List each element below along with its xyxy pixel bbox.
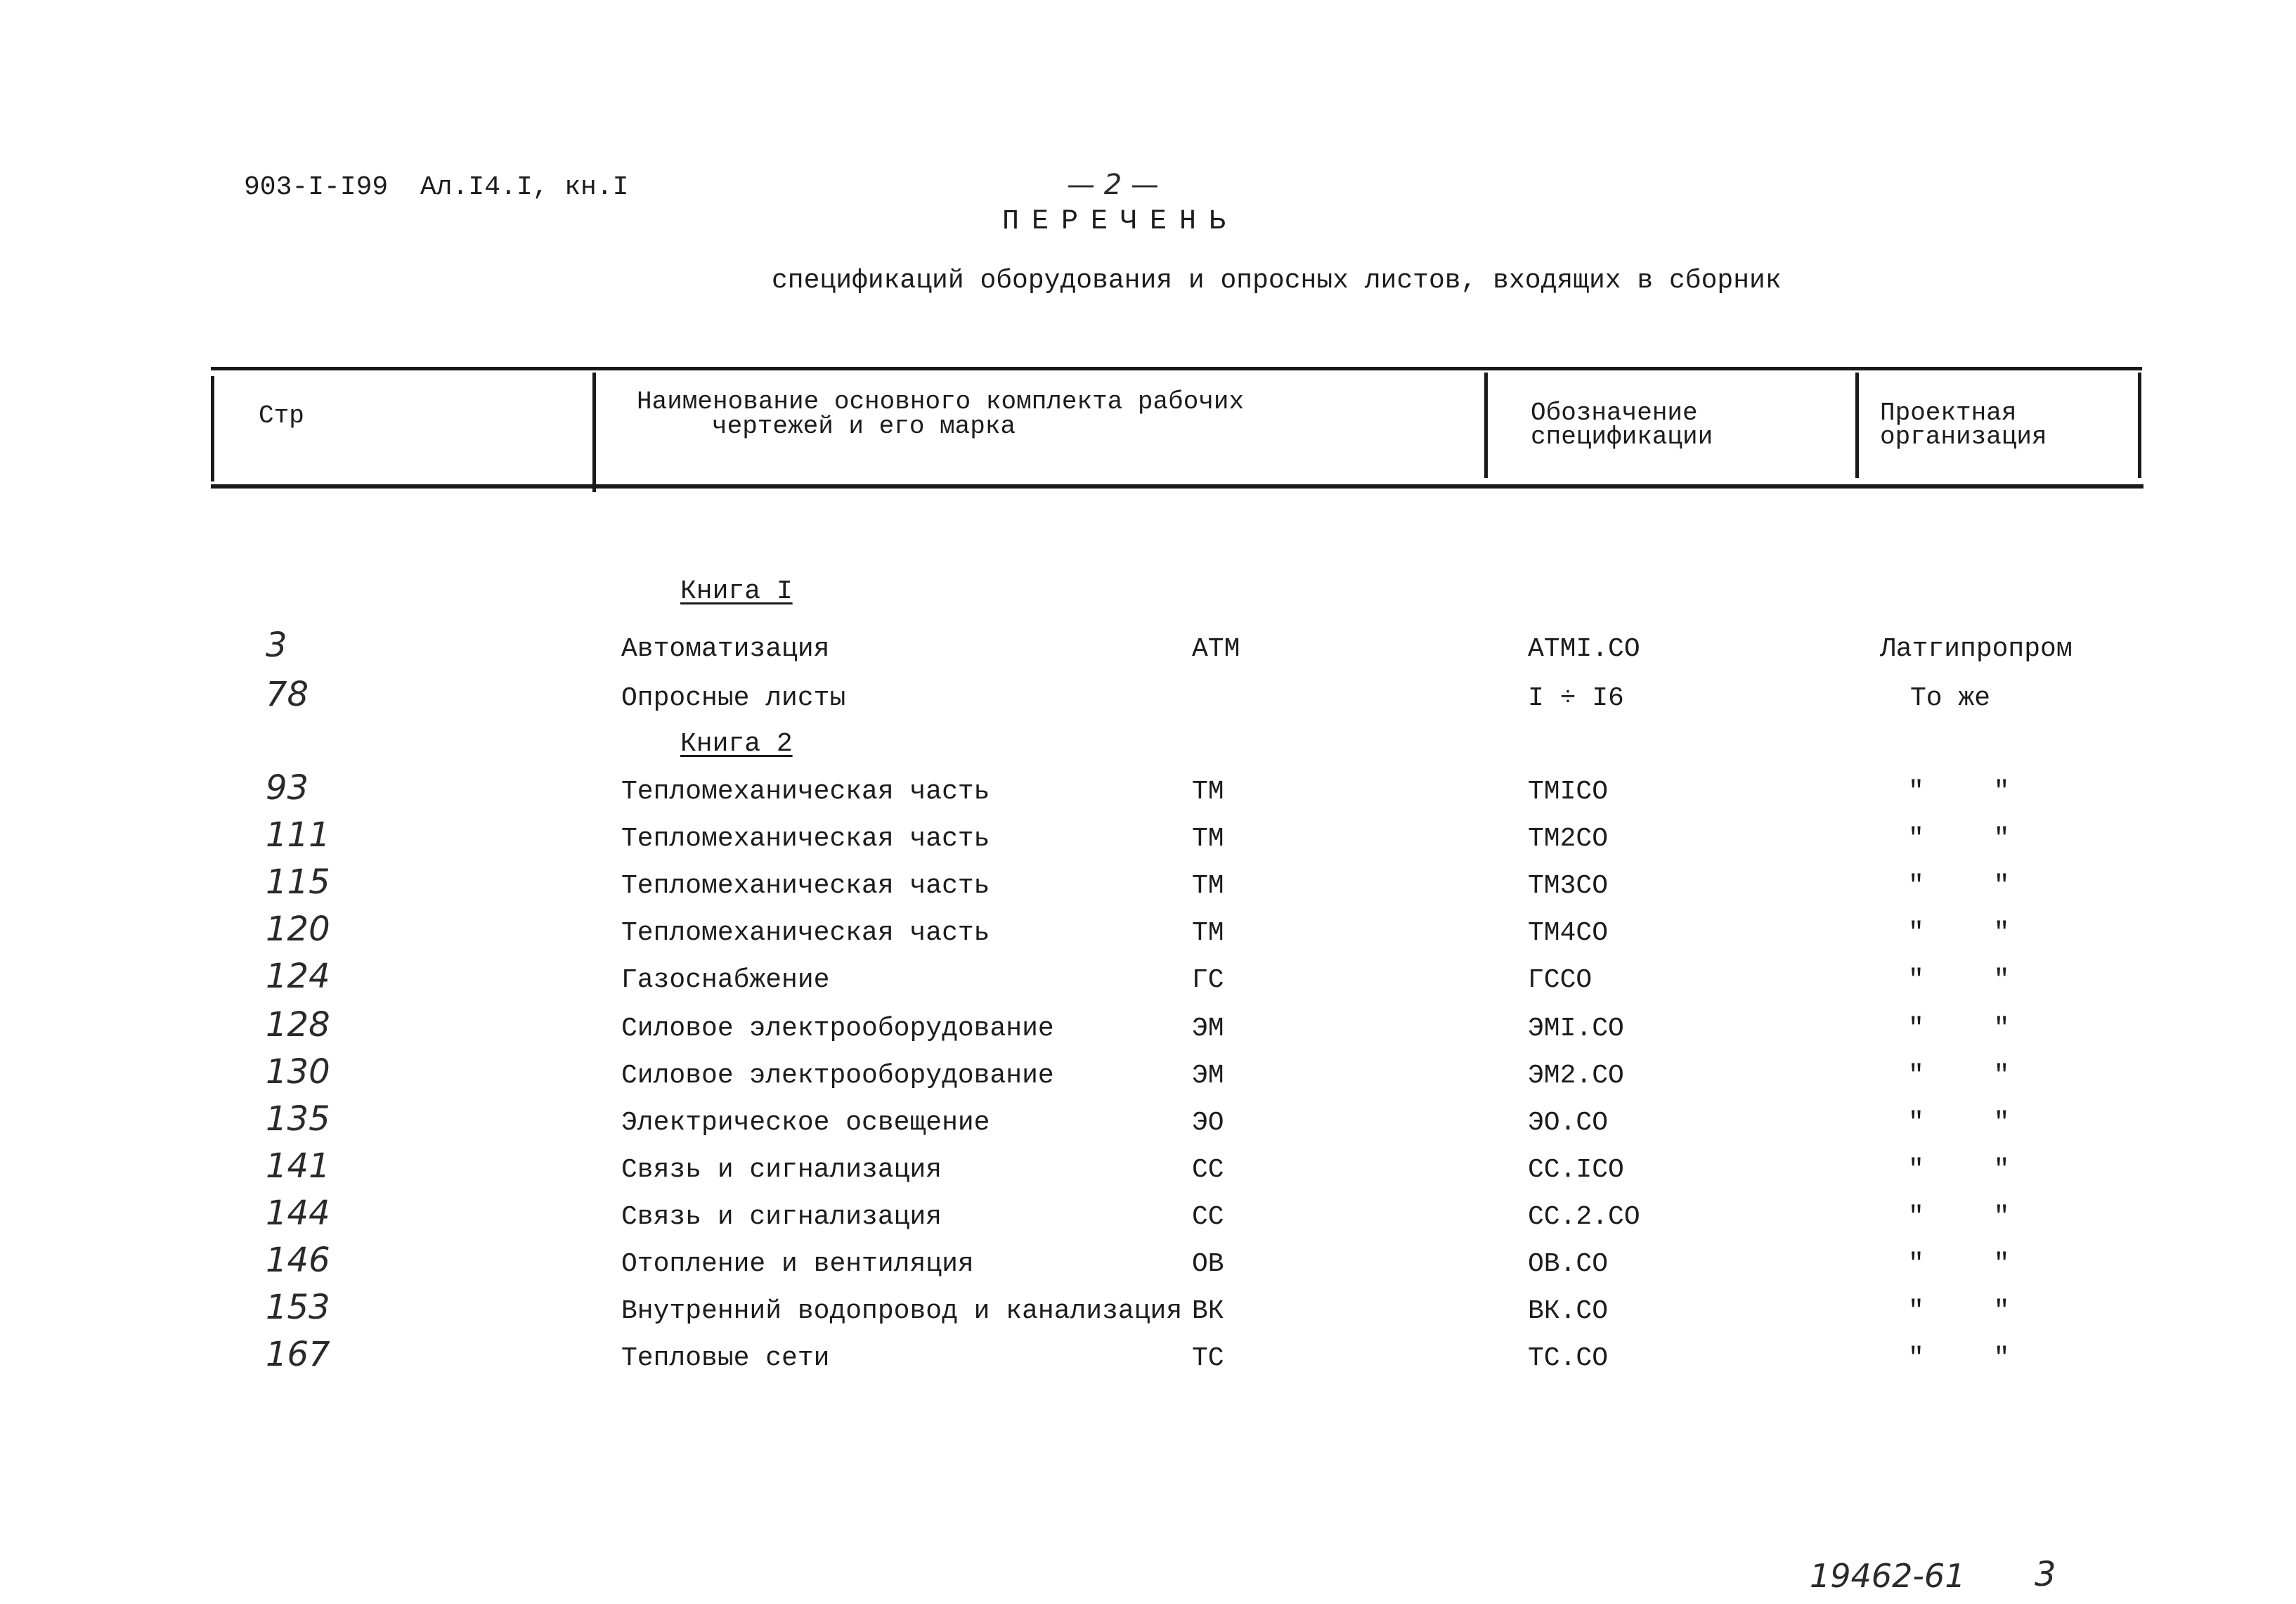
row-mark: ЭО <box>1192 1108 1224 1138</box>
row-mark: ТМ <box>1192 824 1224 854</box>
column-divider <box>592 373 596 492</box>
column-divider <box>1484 373 1488 478</box>
row-name: Связь и сигнализация <box>621 1202 942 1232</box>
row-spec: ЭМI.СО <box>1528 1014 1624 1044</box>
row-name: Газоснабжение <box>621 965 830 995</box>
table-row <box>0 1194 2296 1236</box>
row-page: 130 <box>266 1052 330 1092</box>
row-name: Внутренний водопровод и канализация <box>621 1296 1183 1326</box>
row-spec: СС.IСО <box>1528 1155 1624 1185</box>
row-org: " " <box>1908 871 2037 901</box>
row-name: Электрическое освещение <box>621 1108 990 1138</box>
row-name: Автоматизация <box>621 634 830 664</box>
row-mark: СС <box>1192 1202 1224 1232</box>
column-divider <box>2138 373 2141 478</box>
row-mark: ТМ <box>1192 777 1224 807</box>
table-row <box>0 626 2296 668</box>
table-row <box>0 1146 2296 1189</box>
row-name: Отопление и вентиляция <box>621 1249 974 1279</box>
row-page: 146 <box>266 1241 330 1280</box>
row-spec: I ÷ I6 <box>1528 683 1624 713</box>
row-org: " " <box>1908 1108 2037 1138</box>
row-org: " " <box>1908 824 2037 854</box>
row-page: 128 <box>266 1005 330 1044</box>
row-org: " " <box>1908 1014 2037 1044</box>
row-org: " " <box>1908 965 2037 995</box>
row-org: " " <box>1908 1061 2037 1091</box>
row-name: Опросные листы <box>621 683 846 713</box>
row-name: Силовое электрооборудование <box>621 1061 1054 1091</box>
table-row <box>0 1288 2296 1330</box>
row-page: 115 <box>266 862 330 902</box>
sheet-number: 3 <box>2035 1555 2056 1594</box>
table-row <box>0 768 2296 810</box>
table-row <box>0 1335 2296 1377</box>
row-mark: ОВ <box>1192 1249 1224 1279</box>
column-divider <box>211 376 214 481</box>
row-name: Связь и сигнализация <box>621 1155 942 1185</box>
row-page: 111 <box>266 815 330 855</box>
page-subtitle: спецификаций оборудования и опросных листов, входящих в сборник <box>772 266 1782 296</box>
row-mark: СС <box>1192 1155 1224 1185</box>
row-spec: ТМ2СО <box>1528 824 1609 854</box>
row-mark: ГС <box>1192 965 1224 995</box>
column-header-name-line2: чертежей и его марка <box>712 412 1016 441</box>
row-page: 3 <box>266 626 287 665</box>
row-org: Латгипропром <box>1880 634 2073 664</box>
table-row <box>0 910 2296 952</box>
row-mark: ТС <box>1192 1343 1224 1373</box>
row-mark: ЭМ <box>1192 1014 1224 1044</box>
row-mark: ВК <box>1192 1296 1224 1326</box>
row-org: " " <box>1908 1155 2037 1185</box>
row-spec: ОВ.СО <box>1528 1249 1609 1279</box>
row-mark: ТМ <box>1192 871 1224 901</box>
row-org: " " <box>1908 1343 2037 1373</box>
album-reference: Ал.I4.I, кн.I <box>420 172 629 202</box>
row-name: Тепловые сети <box>621 1343 830 1373</box>
table-row <box>0 1099 2296 1141</box>
row-org: " " <box>1908 777 2037 807</box>
section-book-2: Книга 2 <box>680 729 793 759</box>
row-spec: ТС.СО <box>1528 1343 1609 1373</box>
row-page: 120 <box>266 910 330 949</box>
table-row <box>0 1241 2296 1283</box>
column-header-page: Стр <box>259 401 304 430</box>
row-spec: ТМIСО <box>1528 777 1609 807</box>
table-row <box>0 862 2296 905</box>
row-name: Тепломеханическая часть <box>621 824 990 854</box>
column-header-name: Наименование основного комплекта рабочих <box>637 387 1245 416</box>
column-header-org: Проектная <box>1880 399 2017 427</box>
row-page: 124 <box>266 957 330 996</box>
row-org: " " <box>1908 1249 2037 1279</box>
table-row <box>0 675 2296 717</box>
row-org: " " <box>1908 918 2037 948</box>
row-org: " " <box>1908 1296 2037 1326</box>
column-header-spec-line2: спецификации <box>1531 422 1713 451</box>
row-mark: АТМ <box>1192 634 1240 664</box>
row-page: 78 <box>266 675 309 714</box>
row-org: " " <box>1908 1202 2037 1232</box>
row-page: 167 <box>266 1335 330 1374</box>
table-row <box>0 1052 2296 1094</box>
document-code: 903-I-I99 <box>244 172 389 202</box>
row-spec: ЭМ2.СО <box>1528 1061 1624 1091</box>
row-name: Тепломеханическая часть <box>621 918 990 948</box>
section-book-1: Книга I <box>680 576 793 607</box>
row-spec: ЭО.СО <box>1528 1108 1609 1138</box>
page-title: ПЕРЕЧЕНЬ <box>1002 206 1239 238</box>
archive-code: 19462-61 <box>1810 1557 1966 1595</box>
column-header-spec: Обозначение <box>1531 399 1698 427</box>
row-page: 135 <box>266 1099 330 1139</box>
table-row <box>0 957 2296 999</box>
row-spec: ТМ3СО <box>1528 871 1609 901</box>
row-name: Тепломеханическая часть <box>621 871 990 901</box>
row-spec: ГССО <box>1528 965 1593 995</box>
page-number: — 2 — <box>1067 169 1159 201</box>
table-header-top-rule <box>211 367 2142 370</box>
row-spec: СС.2.СО <box>1528 1202 1640 1232</box>
row-page: 153 <box>266 1288 330 1327</box>
row-mark: ЭМ <box>1192 1061 1224 1091</box>
column-divider <box>1855 373 1859 478</box>
column-header-org-line2: организация <box>1880 422 2047 451</box>
row-page: 141 <box>266 1146 330 1186</box>
row-page: 144 <box>266 1194 330 1233</box>
table-header-bottom-rule <box>211 484 2143 489</box>
row-spec: АТМI.СО <box>1528 634 1640 664</box>
table-row <box>0 1005 2296 1047</box>
row-name: Тепломеханическая часть <box>621 777 990 807</box>
row-mark: ТМ <box>1192 918 1224 948</box>
row-spec: ВК.СО <box>1528 1296 1609 1326</box>
row-org: То же <box>1910 683 1991 713</box>
table-row <box>0 815 2296 858</box>
row-spec: ТМ4СО <box>1528 918 1609 948</box>
row-name: Силовое электрооборудование <box>621 1014 1054 1044</box>
row-page: 93 <box>266 768 309 808</box>
